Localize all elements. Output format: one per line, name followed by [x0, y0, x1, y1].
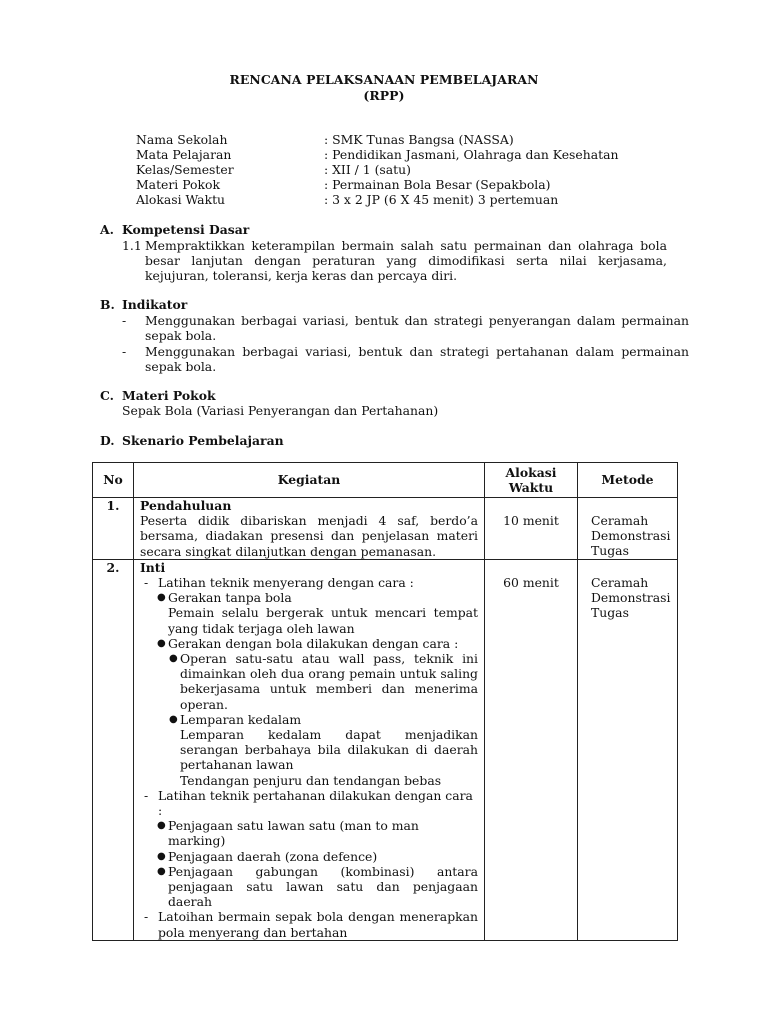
competency-text: Mempraktikkan keterampilan bermain salah satu permainan dan olahraga bola besar lanjutan dengan peraturan yang dimodifikasi serta nilai kerjasama, kejujuran, toleransi, kerja keras dan percaya diri.: [145, 238, 667, 284]
method-item: Tugas: [591, 605, 629, 621]
method-cell: [578, 559, 678, 940]
section-c-heading: [100, 388, 216, 403]
document-title: RENCANA PELAKSANAAN PEMBELAJARAN: [229, 72, 539, 87]
info-label: Materi Pokok: [136, 177, 220, 192]
info-value: : Pendidikan Jasmani, Olahraga dan Kesehatan: [324, 147, 619, 162]
method-item: Demonstrasi: [591, 528, 671, 544]
section-title: Materi Pokok: [122, 388, 216, 403]
method-item: Tugas: [591, 543, 629, 559]
row-number: 2.: [93, 559, 134, 940]
list-item: - Latihan teknik menyerang dengan cara :: [144, 575, 414, 591]
section-letter: D.: [100, 433, 115, 448]
list-item: ● Gerakan tanpa bola: [157, 590, 292, 606]
scenario-table: [92, 462, 678, 941]
row-number: 1.: [93, 498, 134, 560]
time-cell: 10 menit: [485, 498, 578, 560]
info-label: Mata Pelajaran: [136, 147, 232, 162]
section-title: Indikator: [122, 297, 188, 312]
list-item: - Latoihan bermain sepak bola dengan menerapkan pola menyerang dan bertahan: [144, 909, 478, 940]
table-row: [93, 559, 678, 940]
list-item-text: Lemparan kedalam dapat menjadikan serangan berbahaya bila dilakukan di daerah pertahanan lawan: [180, 727, 478, 773]
section-letter: C.: [100, 388, 114, 403]
method-item: Demonstrasi: [591, 590, 671, 606]
list-item: - Latihan teknik pertahanan dilakukan dengan cara :: [144, 787, 473, 819]
list-item: ● Gerakan dengan bola dilakukan dengan cara :: [157, 635, 459, 651]
section-title: Kompetensi Dasar: [122, 222, 250, 237]
activity-title: Inti: [140, 559, 166, 575]
method-item: Ceramah: [591, 574, 649, 590]
activity-text: Peserta didik dibariskan menjadi 4 saf, berdo’a bersama, diadakan presensi dan penjelasan materi secara singkat dilanjutkan dengan pemanasan.: [140, 513, 478, 559]
info-value: : XII / 1 (satu): [324, 162, 411, 177]
section-a-heading: [100, 222, 249, 237]
list-item: ● Penjagaan gabungan (kombinasi) antara penjagaan satu lawan satu dan penjagaan daerah: [157, 863, 478, 910]
activity-title: Pendahuluan: [140, 498, 232, 513]
header-kegiatan: Kegiatan: [134, 463, 485, 498]
section-b-heading: [100, 297, 187, 312]
table-header-row: [93, 463, 678, 498]
list-item: ● Operan satu-satu atau wall pass, teknik ini dimainkan oleh dua orang pemain untuk saling bekerjasama untuk memberi dan menerima operan.: [169, 651, 478, 712]
section-letter: B.: [100, 297, 115, 312]
list-item: ● Penjagaan daerah (zona defence): [157, 848, 378, 864]
list-item-text: Tendangan penjuru dan tendangan bebas: [180, 772, 442, 788]
section-title: Skenario Pembelajaran: [122, 433, 284, 448]
info-label: Alokasi Waktu: [136, 192, 226, 207]
table-row: [93, 498, 678, 560]
header-alokasi: Alokasi Waktu: [485, 463, 578, 498]
info-label: Nama Sekolah: [136, 132, 228, 147]
list-item: ● Penjagaan satu lawan satu (man to man marking): [157, 818, 419, 849]
indicator-text: Menggunakan berbagai variasi, bentuk dan strategi pertahanan dalam permainan sepak bola.: [145, 344, 689, 375]
time-cell: 60 menit: [485, 559, 578, 940]
competency-number: 1.1: [122, 238, 142, 253]
material-text: Sepak Bola (Variasi Penyerangan dan Pertahanan): [122, 403, 439, 418]
info-value: : SMK Tunas Bangsa (NASSA): [324, 132, 514, 147]
method-item: Ceramah: [591, 513, 649, 528]
info-value: : Permainan Bola Besar (Sepakbola): [324, 177, 551, 192]
info-value: : 3 x 2 JP (6 X 45 menit) 3 pertemuan: [324, 192, 559, 207]
method-cell: [578, 498, 678, 560]
info-label: Kelas/Semester: [136, 162, 234, 177]
document-subtitle: (RPP): [363, 88, 405, 103]
list-item: ● Lemparan kedalam: [169, 711, 302, 727]
activity-cell: [134, 559, 485, 940]
header-no: No: [93, 463, 134, 498]
indicator-text: Menggunakan berbagai variasi, bentuk dan strategi penyerangan dalam permainan sepak bola.: [145, 313, 689, 344]
document-page: RENCANA PELAKSANAAN PEMBELAJARAN (RPP) Nama Sekolah : SMK Tunas Bangsa (NASSA) Mata Pelajaran : Pendidikan Jasmani, Olahraga dan Kesehatan Kelas/Semester : XII / 1 (satu) Materi Pokok : Permainan Bola Besar (Sepakbola) Alokasi Waktu : 3 x 2 JP (6 X 45 menit) 3 pertemuan A. Kompetensi Dasar 1.1 Mempraktikkan keterampilan bermain salah satu permainan dan olahraga bola besar lanjutan dengan peraturan yang dimodifikasi serta nilai kerjasama, kejujuran, toleransi, kerja keras dan percaya diri. B. Indikator - Menggunakan berbagai variasi, bentuk dan strategi penyerangan dalam permainan sepak bola. - Menggunakan berbagai variasi, bentuk dan strategi pertahanan dalam permainan sepak bola. C. Materi Pokok Sepak Bola (Variasi Penyerangan dan Pertahanan) D. Skenario Pembelajaran No Kegiatan Alokasi Waktu Metode 1. Pendahuluan Peserta didik dibariskan menjadi 4 saf, berdo’a bersama, diadakan presensi dan penjelasan materi secara singkat dilanjutkan dengan pemanasan. 10 menit Ceramah Demonstrasi Tugas 2. Inti - Latihan teknik menyerang dengan cara : ● Gerakan tanpa bola Pemain selalu bergerak untuk mencari tempat yang tidak terjaga oleh lawan ● Gerakan dengan bola dilakukan dengan cara : ● Operan satu-satu atau wall pass, teknik ini dimainkan oleh dua orang pemain untuk saling bekerjasama untuk memberi dan menerima operan. ● Lemparan kedalam Lemparan kedalam dapat menjadikan serangan berbahaya bila dilakukan di daerah pertahanan lawan Tendangan penjuru dan tendangan bebas - Latihan teknik pertahanan dilakukan dengan cara : ● Penjagaan satu lawan satu (man to man marking) ● Penjagaan daerah (zona defence) ● Penjagaan gabungan (kombinasi) antara penjagaan satu lawan satu dan penjagaan daerah - Latoihan bermain sepak bola dengan menerapkan pola menyerang dan bertahan 60 menit Ceramah Demonstrasi Tugas: [0, 0, 768, 1024]
section-d-heading: [100, 433, 284, 448]
list-item-text: Pemain selalu bergerak untuk mencari tempat yang tidak terjaga oleh lawan: [168, 605, 478, 636]
section-letter: A.: [100, 222, 114, 237]
header-metode: Metode: [578, 463, 678, 498]
activity-cell: [134, 498, 485, 560]
